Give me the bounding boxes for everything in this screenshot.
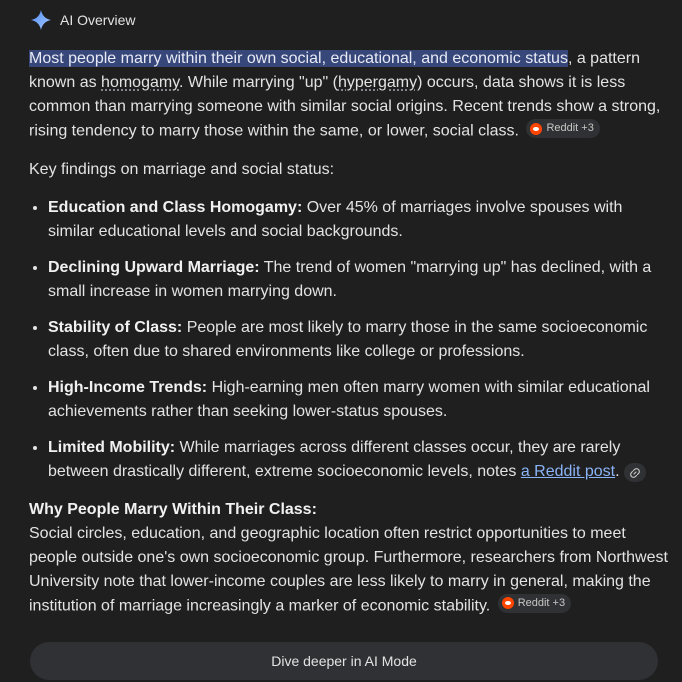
list-item: • High-Income Trends: High-earning men often marry women with similar educational achievements rather than seeking lower-status spouses.	[48, 376, 669, 424]
term-homogamy[interactable]: homogamy	[101, 74, 180, 91]
reddit-icon	[530, 123, 542, 135]
source-chip-summary[interactable]: Reddit +3	[526, 119, 599, 138]
highlighted-answer: Most people marry within their own social, educational, and economic status	[29, 50, 568, 67]
gemini-sparkle-icon	[30, 9, 52, 31]
link-chip[interactable]	[624, 463, 646, 482]
list-item: • Declining Upward Marriage: The trend of women "marrying up" has declined, with a small increase in women marrying down.	[48, 256, 669, 304]
reddit-icon	[502, 597, 514, 609]
list-item: • Education and Class Homogamy: Over 45% of marriages involve spouses with similar educational levels and social backgrounds.	[48, 196, 669, 244]
dive-deeper-button[interactable]: Dive deeper in AI Mode	[30, 642, 658, 680]
link-icon	[629, 467, 641, 479]
why-paragraph: Social circles, education, and geographic location often restrict opportunities to meet people outside one's own socioeconomic group. Furthermore, researchers from Northwest University note that lower-income couples are less likely to marry in general, making the institution of marriage increasingly a marker of economic stability. Reddit +3	[29, 524, 668, 614]
summary-paragraph: Most people marry within their own social, educational, and economic status, a pattern known as homogamy. While marrying "up" (hypergamy) occurs, data shows it is less common than marrying someone with similar social origins. Recent trends show a strong, rising tendency to marry those within the same, or lower, social class. Reddit +3	[29, 50, 661, 140]
list-item: • Limited Mobility: While marriages across different classes occur, they are rarely between drastically different, extreme socioeconomic levels, notes a Reddit post.	[48, 436, 669, 484]
ai-overview-content	[29, 47, 669, 618]
key-findings-intro: Key findings on marriage and social status:	[29, 160, 335, 178]
reddit-post-link[interactable]: a Reddit post	[520, 462, 616, 480]
findings-list	[29, 196, 669, 484]
ai-overview-header	[30, 9, 135, 31]
header-title: AI Overview	[60, 12, 136, 28]
why-heading: Why People Marry Within Their Class:	[29, 500, 317, 518]
term-hypergamy[interactable]: hypergamy	[337, 74, 418, 91]
list-item: • Stability of Class: People are most likely to marry those in the same socioeconomic class, often due to shared environments like college or professions.	[48, 316, 669, 364]
source-chip-why[interactable]: Reddit +3	[498, 594, 571, 613]
